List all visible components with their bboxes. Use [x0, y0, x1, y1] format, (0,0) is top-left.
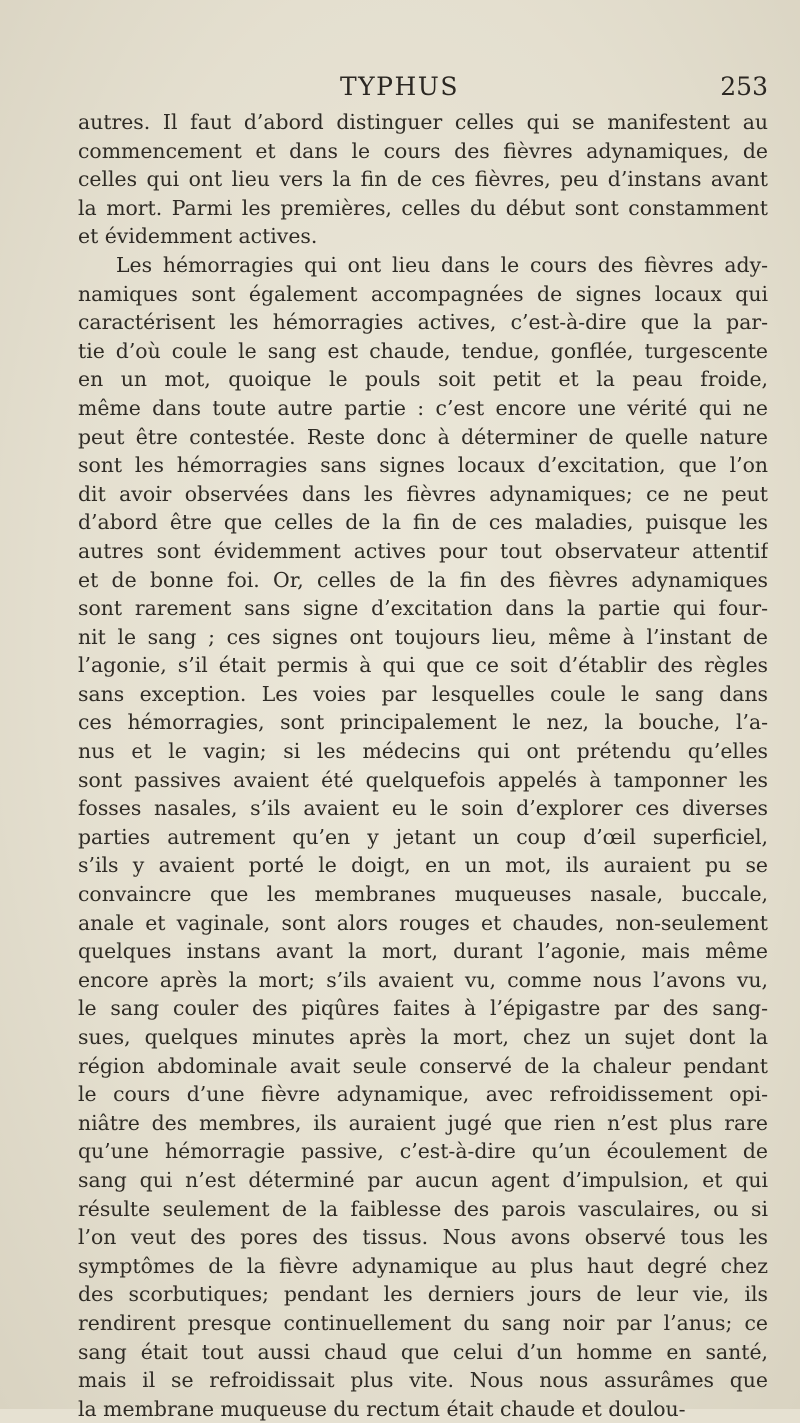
- text-line: sont passives avaient été quelquefois appelés à tamponner les: [78, 767, 768, 792]
- text-line: mais il se refroidissait plus vite. Nous nous assurâmes que: [78, 1368, 768, 1393]
- text-line: résulte seulement de la faiblesse des parois vasculaires, ou si: [78, 1196, 768, 1221]
- text-line: le sang couler des piqûres faites à l’épigastre par des sang-: [78, 996, 768, 1021]
- text-line: qu’une hémorragie passive, c’est-à-dire qu’un écoulement de: [78, 1139, 768, 1164]
- text-line: autres. Il faut d’abord distinguer celles qui se manifestent au: [78, 110, 768, 134]
- text-line: peut être contestée. Reste donc à déterminer de quelle nature: [78, 424, 768, 449]
- text-line: la membrane muqueuse du rectum était chaude et doulou-: [78, 1396, 686, 1421]
- text-line: ces hémorragies, sont principalement le nez, la bouche, l’a-: [78, 710, 768, 735]
- text-line: commencement et dans le cours des fièvres adynamiques, de: [78, 138, 768, 163]
- text-line: namiques sont également accompagnées de signes locaux qui: [78, 281, 768, 306]
- text-line: quelques instans avant la mort, durant l’agonie, mais même: [78, 939, 768, 964]
- text-line: l’agonie, s’il était permis à qui que ce soit d’établir des règles: [78, 653, 768, 678]
- text-line: fosses nasales, s’ils avaient eu le soin d’explorer ces diverses: [78, 796, 768, 821]
- text-line: sont rarement sans signe d’excitation dans la partie qui four-: [78, 596, 768, 621]
- text-line: Les hémorragies qui ont lieu dans le cours des fièvres ady-: [116, 252, 768, 277]
- text-line: sans exception. Les voies par lesquelles coule le sang dans: [78, 681, 768, 706]
- text-line: parties autrement qu’en y jetant un coup d’œil superficiel,: [78, 824, 768, 849]
- text-line: sang qui n’est déterminé par aucun agent d’impulsion, et qui: [78, 1167, 768, 1192]
- text-line: des scorbutiques; pendant les derniers jours de leur vie, ils: [78, 1282, 768, 1307]
- page-header: [78, 72, 768, 106]
- text-line: niâtre des membres, ils auraient jugé que rien n’est plus rare: [78, 1110, 768, 1135]
- text-line: nit le sang ; ces signes ont toujours lieu, même à l’instant de: [78, 624, 768, 649]
- text-line: celles qui ont lieu vers la fin de ces fièvres, peu d’instans avant: [78, 167, 768, 192]
- text-line: et de bonne foi. Or, celles de la fin des fièvres adynamiques: [78, 567, 768, 592]
- text-line: le cours d’une fièvre adynamique, avec refroidissement opi-: [78, 1082, 768, 1107]
- running-title: TYPHUS: [340, 72, 459, 101]
- text-line: symptômes de la fièvre adynamique au plus haut degré chez: [78, 1253, 768, 1278]
- text-line: région abdominale avait seule conservé de la chaleur pendant: [78, 1053, 768, 1078]
- text-line: dit avoir observées dans les fièvres adynamiques; ce ne peut: [78, 481, 768, 506]
- text-line: tie d’où coule le sang est chaude, tendue, gonflée, turgescente: [78, 338, 768, 363]
- text-line: l’on veut des pores des tissus. Nous avons observé tous les: [78, 1225, 768, 1250]
- text-line: autres sont évidemment actives pour tout observateur attentif: [78, 538, 768, 563]
- text-line: nus et le vagin; si les médecins qui ont prétendu qu’elles: [78, 739, 768, 764]
- text-line: sont les hémorragies sans signes locaux d’excitation, que l’on: [78, 453, 768, 478]
- text-line: même dans toute autre partie : c’est encore une vérité qui ne: [78, 395, 768, 420]
- text-line: sues, quelques minutes après la mort, chez un sujet dont la: [78, 1025, 768, 1049]
- text-line: caractérisent les hémorragies actives, c’est-à-dire que la par-: [78, 310, 768, 335]
- text-line: sang était tout aussi chaud que celui d’un homme en santé,: [78, 1339, 768, 1364]
- text-line: anale et vaginale, sont alors rouges et chaudes, non-seulement: [78, 910, 768, 935]
- text-line: encore après la mort; s’ils avaient vu, comme nous l’avons vu,: [78, 967, 768, 992]
- text-line: d’abord être que celles de la fin de ces maladies, puisque les: [78, 510, 768, 535]
- text-line: en un mot, quoique le pouls soit petit et la peau froide,: [78, 367, 768, 392]
- body-text: [78, 108, 768, 1423]
- text-line: et évidemment actives.: [78, 224, 318, 249]
- text-line: s’ils y avaient porté le doigt, en un mot, ils auraient pu se: [78, 853, 768, 878]
- text-line: la mort. Parmi les premières, celles du début sont constamment: [78, 195, 768, 220]
- text-line: rendirent presque continuellement du sang noir par l’anus; ce: [78, 1310, 768, 1335]
- text-line: convaincre que les membranes muqueuses nasale, buccale,: [78, 882, 768, 907]
- page-number: 253: [720, 72, 768, 101]
